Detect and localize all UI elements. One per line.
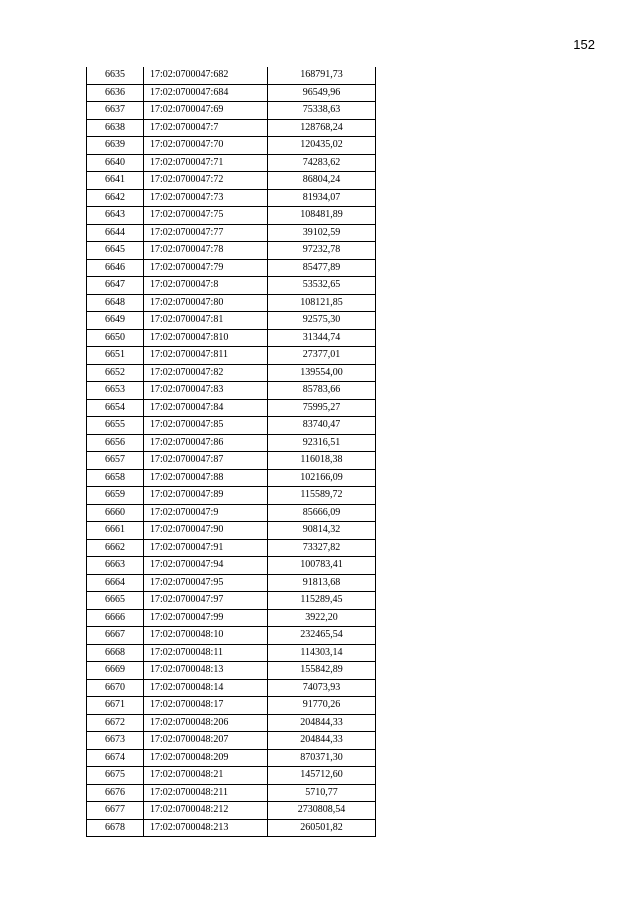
value-cell: 3922,20 (268, 609, 376, 627)
value-cell: 91813,68 (268, 574, 376, 592)
records-table-body (87, 67, 376, 837)
row-number-cell: 6660 (87, 504, 144, 522)
value-cell: 155842,89 (268, 662, 376, 680)
table-row (87, 277, 376, 295)
value-cell: 86804,24 (268, 172, 376, 190)
row-number-cell: 6643 (87, 207, 144, 225)
value-cell: 85666,09 (268, 504, 376, 522)
table-row (87, 697, 376, 715)
cadastral-number-cell: 17:02:0700047:9 (144, 504, 268, 522)
cadastral-number-cell: 17:02:0700047:95 (144, 574, 268, 592)
row-number-cell: 6662 (87, 539, 144, 557)
row-number-cell: 6644 (87, 224, 144, 242)
cadastral-number-cell: 17:02:0700047:79 (144, 259, 268, 277)
value-cell: 96549,96 (268, 84, 376, 102)
value-cell: 83740,47 (268, 417, 376, 435)
cadastral-number-cell: 17:02:0700047:811 (144, 347, 268, 365)
cadastral-number-cell: 17:02:0700047:80 (144, 294, 268, 312)
cadastral-number-cell: 17:02:0700047:810 (144, 329, 268, 347)
table-row (87, 714, 376, 732)
row-number-cell: 6642 (87, 189, 144, 207)
row-number-cell: 6670 (87, 679, 144, 697)
table-row (87, 417, 376, 435)
page-number: 152 (573, 37, 595, 52)
records-table (86, 67, 376, 837)
value-cell: 120435,02 (268, 137, 376, 155)
cadastral-number-cell: 17:02:0700047:87 (144, 452, 268, 470)
value-cell: 114303,14 (268, 644, 376, 662)
value-cell: 81934,07 (268, 189, 376, 207)
row-number-cell: 6676 (87, 784, 144, 802)
cadastral-number-cell: 17:02:0700047:78 (144, 242, 268, 260)
table-row (87, 189, 376, 207)
value-cell: 260501,82 (268, 819, 376, 837)
cadastral-number-cell: 17:02:0700047:69 (144, 102, 268, 120)
table-row (87, 662, 376, 680)
row-number-cell: 6650 (87, 329, 144, 347)
cadastral-number-cell: 17:02:0700048:213 (144, 819, 268, 837)
table-row (87, 592, 376, 610)
table-row (87, 382, 376, 400)
value-cell: 139554,00 (268, 364, 376, 382)
table-row (87, 644, 376, 662)
cadastral-number-cell: 17:02:0700048:10 (144, 627, 268, 645)
table-row (87, 329, 376, 347)
value-cell: 74283,62 (268, 154, 376, 172)
cadastral-number-cell: 17:02:0700048:21 (144, 767, 268, 785)
cadastral-number-cell: 17:02:0700047:91 (144, 539, 268, 557)
row-number-cell: 6635 (87, 67, 144, 84)
cadastral-number-cell: 17:02:0700048:211 (144, 784, 268, 802)
cadastral-number-cell: 17:02:0700047:88 (144, 469, 268, 487)
cadastral-number-cell: 17:02:0700047:7 (144, 119, 268, 137)
value-cell: 75995,27 (268, 399, 376, 417)
table-row (87, 469, 376, 487)
cadastral-number-cell: 17:02:0700047:8 (144, 277, 268, 295)
row-number-cell: 6638 (87, 119, 144, 137)
row-number-cell: 6668 (87, 644, 144, 662)
row-number-cell: 6651 (87, 347, 144, 365)
cadastral-number-cell: 17:02:0700048:17 (144, 697, 268, 715)
table-row (87, 627, 376, 645)
table-row (87, 487, 376, 505)
value-cell: 108481,89 (268, 207, 376, 225)
row-number-cell: 6661 (87, 522, 144, 540)
row-number-cell: 6657 (87, 452, 144, 470)
table-row (87, 767, 376, 785)
value-cell: 115589,72 (268, 487, 376, 505)
table-row (87, 119, 376, 137)
cadastral-number-cell: 17:02:0700048:212 (144, 802, 268, 820)
row-number-cell: 6646 (87, 259, 144, 277)
row-number-cell: 6664 (87, 574, 144, 592)
row-number-cell: 6674 (87, 749, 144, 767)
table-row (87, 452, 376, 470)
cadastral-number-cell: 17:02:0700047:77 (144, 224, 268, 242)
value-cell: 27377,01 (268, 347, 376, 365)
table-row (87, 522, 376, 540)
row-number-cell: 6641 (87, 172, 144, 190)
table-row (87, 224, 376, 242)
table-row (87, 732, 376, 750)
table-row (87, 802, 376, 820)
cadastral-number-cell: 17:02:0700047:684 (144, 84, 268, 102)
cadastral-number-cell: 17:02:0700047:682 (144, 67, 268, 84)
row-number-cell: 6639 (87, 137, 144, 155)
table-row (87, 84, 376, 102)
value-cell: 100783,41 (268, 557, 376, 575)
cadastral-number-cell: 17:02:0700047:75 (144, 207, 268, 225)
row-number-cell: 6672 (87, 714, 144, 732)
row-number-cell: 6665 (87, 592, 144, 610)
value-cell: 74073,93 (268, 679, 376, 697)
cadastral-number-cell: 17:02:0700047:71 (144, 154, 268, 172)
value-cell: 232465,54 (268, 627, 376, 645)
cadastral-number-cell: 17:02:0700048:207 (144, 732, 268, 750)
value-cell: 53532,65 (268, 277, 376, 295)
value-cell: 31344,74 (268, 329, 376, 347)
table-row (87, 679, 376, 697)
table-row (87, 364, 376, 382)
row-number-cell: 6673 (87, 732, 144, 750)
table-row (87, 154, 376, 172)
cadastral-number-cell: 17:02:0700047:94 (144, 557, 268, 575)
cadastral-number-cell: 17:02:0700047:73 (144, 189, 268, 207)
table-row (87, 102, 376, 120)
row-number-cell: 6640 (87, 154, 144, 172)
row-number-cell: 6654 (87, 399, 144, 417)
table-row (87, 819, 376, 837)
value-cell: 75338,63 (268, 102, 376, 120)
value-cell: 92575,30 (268, 312, 376, 330)
row-number-cell: 6647 (87, 277, 144, 295)
row-number-cell: 6656 (87, 434, 144, 452)
row-number-cell: 6667 (87, 627, 144, 645)
cadastral-number-cell: 17:02:0700048:11 (144, 644, 268, 662)
value-cell: 92316,51 (268, 434, 376, 452)
row-number-cell: 6669 (87, 662, 144, 680)
value-cell: 91770,26 (268, 697, 376, 715)
row-number-cell: 6652 (87, 364, 144, 382)
value-cell: 116018,38 (268, 452, 376, 470)
cadastral-number-cell: 17:02:0700047:72 (144, 172, 268, 190)
value-cell: 204844,33 (268, 714, 376, 732)
row-number-cell: 6648 (87, 294, 144, 312)
row-number-cell: 6671 (87, 697, 144, 715)
row-number-cell: 6637 (87, 102, 144, 120)
row-number-cell: 6659 (87, 487, 144, 505)
table-row (87, 434, 376, 452)
cadastral-number-cell: 17:02:0700047:82 (144, 364, 268, 382)
table-row (87, 259, 376, 277)
cadastral-number-cell: 17:02:0700047:86 (144, 434, 268, 452)
cadastral-number-cell: 17:02:0700047:99 (144, 609, 268, 627)
cadastral-number-cell: 17:02:0700047:83 (144, 382, 268, 400)
value-cell: 97232,78 (268, 242, 376, 260)
table-row (87, 399, 376, 417)
table-row (87, 609, 376, 627)
cadastral-number-cell: 17:02:0700048:13 (144, 662, 268, 680)
row-number-cell: 6675 (87, 767, 144, 785)
table-row (87, 557, 376, 575)
value-cell: 168791,73 (268, 67, 376, 84)
value-cell: 870371,30 (268, 749, 376, 767)
row-number-cell: 6649 (87, 312, 144, 330)
table-row (87, 242, 376, 260)
cadastral-number-cell: 17:02:0700047:97 (144, 592, 268, 610)
value-cell: 2730808,54 (268, 802, 376, 820)
cadastral-number-cell: 17:02:0700047:70 (144, 137, 268, 155)
row-number-cell: 6653 (87, 382, 144, 400)
table-row (87, 294, 376, 312)
value-cell: 90814,32 (268, 522, 376, 540)
value-cell: 39102,59 (268, 224, 376, 242)
table-row (87, 137, 376, 155)
row-number-cell: 6663 (87, 557, 144, 575)
value-cell: 5710,77 (268, 784, 376, 802)
cadastral-number-cell: 17:02:0700047:81 (144, 312, 268, 330)
cadastral-number-cell: 17:02:0700047:85 (144, 417, 268, 435)
row-number-cell: 6655 (87, 417, 144, 435)
table-row (87, 172, 376, 190)
table-row (87, 749, 376, 767)
value-cell: 115289,45 (268, 592, 376, 610)
value-cell: 204844,33 (268, 732, 376, 750)
cadastral-number-cell: 17:02:0700047:89 (144, 487, 268, 505)
row-number-cell: 6658 (87, 469, 144, 487)
row-number-cell: 6678 (87, 819, 144, 837)
table-row (87, 67, 376, 84)
row-number-cell: 6645 (87, 242, 144, 260)
value-cell: 73327,82 (268, 539, 376, 557)
row-number-cell: 6636 (87, 84, 144, 102)
cadastral-number-cell: 17:02:0700047:84 (144, 399, 268, 417)
cadastral-number-cell: 17:02:0700048:206 (144, 714, 268, 732)
table-row (87, 784, 376, 802)
table-row (87, 539, 376, 557)
cadastral-number-cell: 17:02:0700048:14 (144, 679, 268, 697)
value-cell: 108121,85 (268, 294, 376, 312)
row-number-cell: 6677 (87, 802, 144, 820)
value-cell: 145712,60 (268, 767, 376, 785)
cadastral-number-cell: 17:02:0700047:90 (144, 522, 268, 540)
cadastral-number-cell: 17:02:0700048:209 (144, 749, 268, 767)
table-row (87, 504, 376, 522)
table-row (87, 312, 376, 330)
value-cell: 102166,09 (268, 469, 376, 487)
value-cell: 85477,89 (268, 259, 376, 277)
value-cell: 128768,24 (268, 119, 376, 137)
table-row (87, 207, 376, 225)
row-number-cell: 6666 (87, 609, 144, 627)
value-cell: 85783,66 (268, 382, 376, 400)
table-row (87, 574, 376, 592)
table-row (87, 347, 376, 365)
